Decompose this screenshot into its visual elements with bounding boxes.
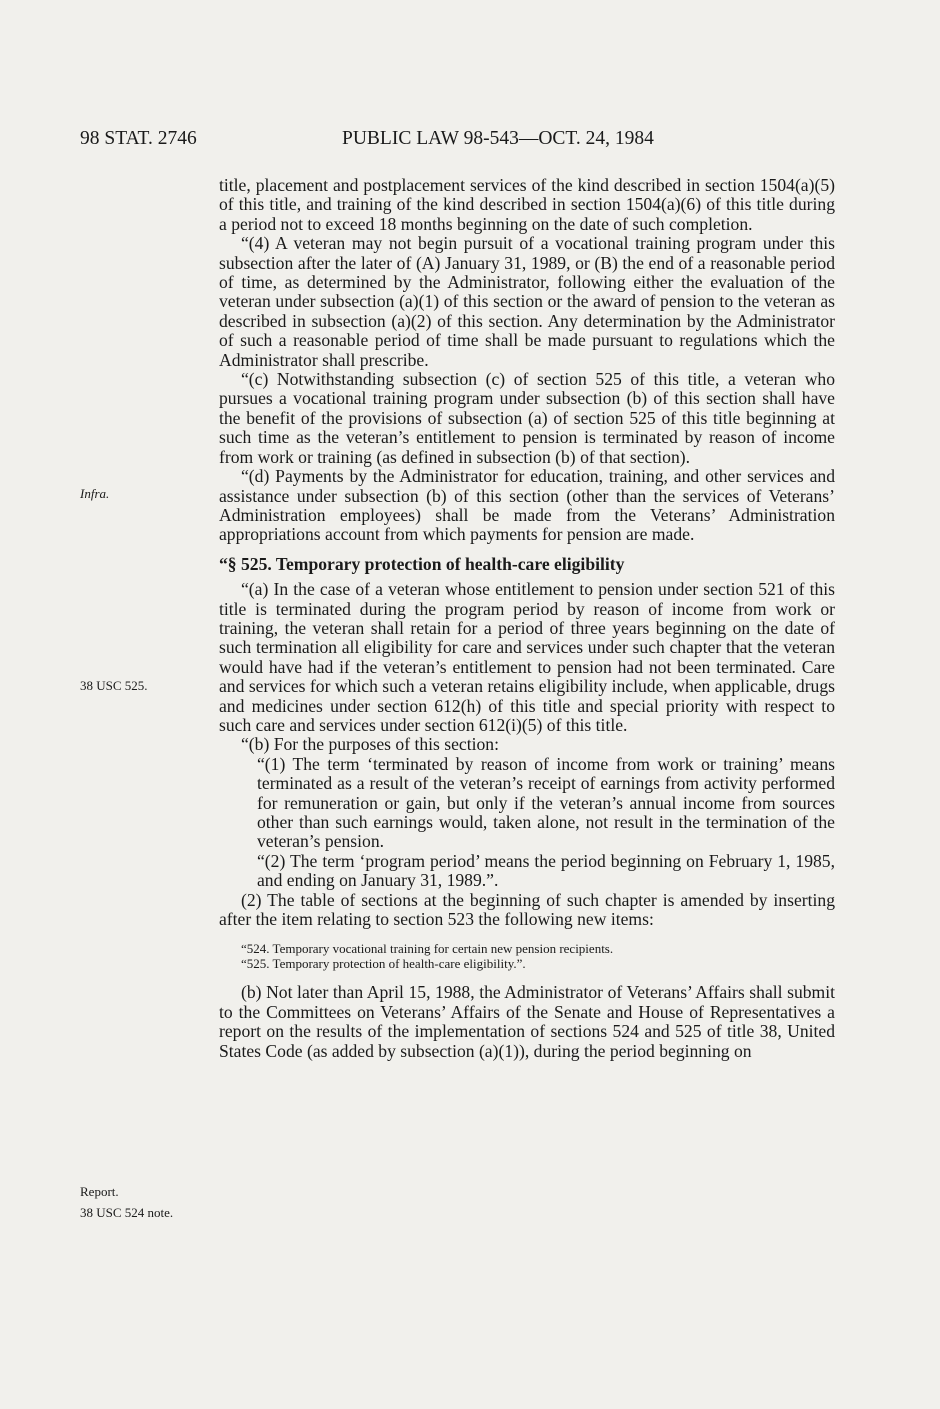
- section-525-heading: “§ 525. Temporary protection of health-care eligibility: [219, 553, 625, 574]
- toc-item-525: “525. Temporary protection of health-care eligibility.”.: [241, 956, 526, 972]
- public-law-title: PUBLIC LAW 98-543—OCT. 24, 1984: [342, 128, 654, 149]
- margin-note-infra: Infra.: [80, 486, 110, 501]
- document-body: [219, 176, 835, 1061]
- stat-page-number: 98 STAT. 2746: [80, 128, 197, 149]
- paragraph-525-b-2: “(2) The term ‘program period’ means the period beginning on February 1, 1985, and ending on January 31, 1989.”.: [257, 850, 835, 891]
- paragraph-continuation: title, placement and postplacement services of the kind described in section 1504(a)(5) of this title, and training of the kind described in section 1504(a)(6) of this title during a period not to exceed 18 months beginning on the date of such completion.: [219, 175, 835, 234]
- margin-note-report: Report.: [80, 1184, 119, 1199]
- paragraph-4: “(4) A veteran may not begin pursuit of a vocational training program under this subsection after the later of (A) January 31, 1989, or (B) the end of a reasonable period of time, as determined by the Administrator, following either the evaluation of the veteran under subsection (a)(1) of this section or the award of pension to the veteran as described in subsection (a)(2) of this section. Any determination by the Administrator of such a reasonable period of time shall be made pursuant to regulations which the Administrator shall prescribe.: [219, 233, 835, 370]
- table-of-sections: [241, 941, 835, 971]
- paragraph-525-b-1: “(1) The term ‘terminated by reason of income from work or training’ means terminated as a result of the veteran’s receipt of earnings from activity performed for remuneration or gain, but only if the veteran’s annual income from sources other than such earnings would, taken alone, not result in the termination of the veteran’s pension.: [257, 753, 835, 852]
- paragraph-d: “(d) Payments by the Administrator for education, training, and other services and assistance under subsection (b) of this section (other than the services of Veterans’ Administration employees) shall be made from the Veterans’ Administration appropriations account from which payments for pension are made.: [219, 466, 835, 545]
- paragraph-table-amendment: (2) The table of sections at the beginning of such chapter is amended by inserting after the item relating to section 523 the following new items:: [219, 889, 835, 930]
- toc-item-524: “524. Temporary vocational training for certain new pension recipients.: [241, 941, 614, 957]
- paragraph-c: “(c) Notwithstanding subsection (c) of section 525 of this title, a veteran who pursues a vocational training program under subsection (b) of this section shall have the benefit of the provisions of subsection (a) of section 525 of this title beginning at such time as the veteran’s entitlement to pension is terminated by reason of income from work or training (as defined in subsection (b) of that section).: [219, 369, 835, 467]
- margin-note-38-usc-525: 38 USC 525.: [80, 678, 148, 693]
- paragraph-report: (b) Not later than April 15, 1988, the Administrator of Veterans’ Affairs shall submit to the Committees on Veterans’ Affairs of the Senate and House of Representatives a report on the results of the implementation of sections 524 and 525 of title 38, United States Code (as added by subsection (a)(1)), during the period beginning on: [219, 982, 835, 1061]
- margin-note-38-usc-524-note: 38 USC 524 note.: [80, 1205, 174, 1220]
- page-header: [80, 126, 840, 152]
- paragraph-525-a: “(a) In the case of a veteran whose entitlement to pension under section 521 of this title is terminated during the program period by reason of income from work or training, the veteran shall retain for a period of three years beginning on the date of such termination all eligibility for care and services under such chapter that the veteran would have had if the veteran’s entitlement to pension had not been terminated. Care and services for which such a veteran retains eligibility include, when applicable, drugs and medicines under section 612(h) of this title and special priority with respect to such care and services under section 612(i)(5) of this title.: [219, 579, 835, 735]
- paragraph-525-b: “(b) For the purposes of this section:: [241, 734, 499, 755]
